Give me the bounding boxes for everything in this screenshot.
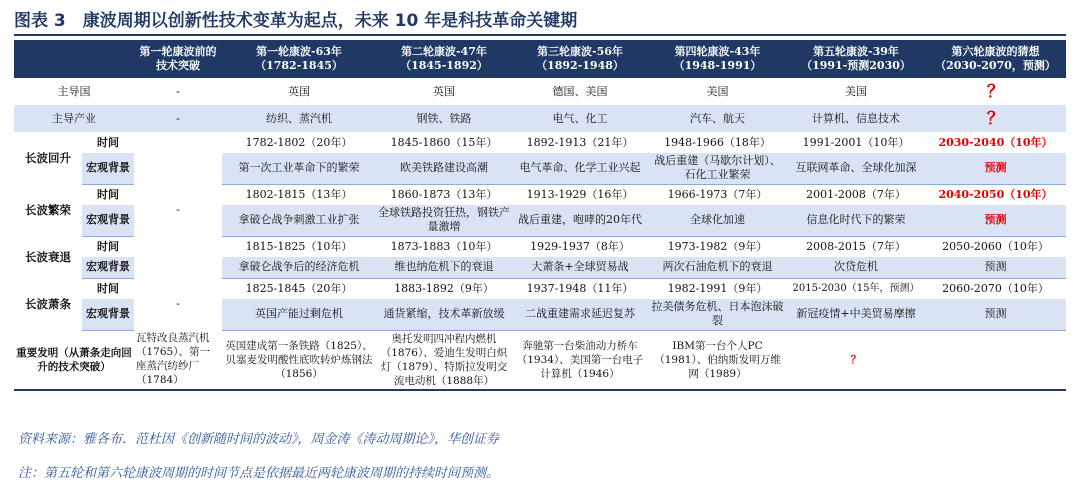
- cell: 1883-1892（9年）: [394, 281, 494, 295]
- cell: 德国、美国: [552, 84, 608, 98]
- kondratiev-table: [14, 40, 1066, 391]
- cell: 纺织、蒸汽机: [266, 111, 332, 125]
- cell: 汽车、航天: [690, 111, 745, 125]
- cell: 拿破仑战争刺激工业扩张: [222, 205, 376, 236]
- cell: 2001-2008（7年）: [806, 187, 906, 201]
- forecast-cell: 预测: [925, 153, 1066, 184]
- cell: [925, 330, 1066, 390]
- phase-label: 长波衰退: [25, 250, 71, 264]
- header-pre-wave: 第一轮康波前的技术突破: [134, 40, 222, 78]
- question-mark: ？: [787, 330, 925, 390]
- sub-label-macro: 宏观背景: [82, 153, 134, 184]
- cell: 战后重建（马歇尔计划）、石化工业繁荣: [648, 153, 787, 184]
- cell: [134, 236, 222, 278]
- row-phase-2-time: [14, 184, 1066, 205]
- cell: 信息化时代下的繁荣: [787, 205, 925, 236]
- figure-title: 图表 3 康波周期以创新性技术变革为起点，未来 10 年是科技革命关键期: [14, 8, 1066, 36]
- cell: 战后重建，咆哮的20年代: [512, 205, 648, 236]
- cell: 瓦特改良蒸汽机（1765）、第一座蒸汽纺纱厂（1784）: [134, 330, 222, 390]
- cell: 欧美铁路建设高潮: [376, 153, 512, 184]
- cell: [134, 132, 222, 184]
- cell: 2060-2070（10年）: [942, 281, 1049, 295]
- cell: 全球铁路投资狂热，钢铁产量激增: [376, 205, 512, 236]
- header-row: [14, 40, 1066, 78]
- cell: 电气、化工: [552, 111, 608, 125]
- sub-label-time: 时间: [97, 239, 119, 253]
- sub-label-time: 时间: [97, 135, 119, 149]
- label-dominant-industry: 主导产业: [52, 111, 96, 125]
- phase-label: 长波回升: [25, 151, 71, 165]
- cell: 预测: [925, 299, 1066, 330]
- cell: 1966-1973（7年）: [667, 187, 768, 201]
- cell: 两次石油危机下的衰退: [648, 257, 787, 278]
- cell: 美国: [845, 84, 867, 98]
- cell: 英国建成第一条铁路（1825）、贝塞麦发明酸性底吹转炉炼钢法（1856）: [222, 330, 376, 390]
- forecast-cell: 2040-2050（10年）: [938, 187, 1053, 201]
- cell: -: [176, 297, 180, 310]
- footnote: 注：第五轮和第六轮康波周期的时间节点是依据最近两轮康波周期的持续时间预测。: [18, 466, 500, 481]
- cell: 1845-1860（15年）: [390, 135, 498, 149]
- forecast-cell: 2030-2040（10年）: [938, 135, 1053, 149]
- phase-label: 长波繁荣: [25, 203, 71, 217]
- source-note: 资料来源：雅各布．范杜因《创新随时间的波动》，周金涛《涛动周期论》，华创证券: [18, 432, 500, 447]
- cell: 1825-1845（20年）: [245, 281, 353, 295]
- phase-label: 长波萧条: [25, 297, 71, 311]
- label-dominant-country: 主导国: [57, 84, 91, 98]
- cell: 1929-1937（8年）: [530, 239, 630, 253]
- sub-label-macro: 宏观背景: [82, 299, 134, 330]
- cell: IBM第一台个人PC（1981）、伯纳斯发明万维网（1989）: [648, 330, 787, 390]
- cell: 1913-1929（16年）: [526, 187, 634, 201]
- cell: 1982-1991（9年）: [667, 281, 768, 295]
- cell: 第一次工业革命下的繁荣: [222, 153, 376, 184]
- row-dominant-country: [14, 78, 1066, 105]
- cell: 钢铁、铁路: [416, 111, 472, 125]
- header-wave-1: 第一轮康波-63年 （1782-1845）: [222, 40, 376, 78]
- cell: 英国产能过剩危机: [222, 299, 376, 330]
- cell: 美国: [706, 84, 729, 98]
- row-phase-4-time: [14, 278, 1066, 299]
- cell: -: [176, 203, 180, 216]
- cell: 1948-1966（18年）: [664, 135, 771, 149]
- cell: 次贷危机: [787, 257, 925, 278]
- cell: 电气革命、化学工业兴起: [512, 153, 648, 184]
- header-wave-2: 第二轮康波-47年 （1845-1892）: [376, 40, 512, 78]
- header-wave-5: 第五轮康波-39年 （1991-预测2030）: [787, 40, 925, 78]
- cell: 大萧条+全球贸易战: [512, 257, 648, 278]
- cell: 1815-1825（10年）: [245, 239, 353, 253]
- cell: 计算机、信息技术: [812, 111, 900, 125]
- cell: 拉美债务危机、日本泡沫破裂: [648, 299, 787, 330]
- header-wave-3: 第三轮康波-56年 （1892-1948）: [512, 40, 648, 78]
- question-mark: ？: [987, 81, 1004, 102]
- cell: 新冠疫情+中美贸易摩擦: [787, 299, 925, 330]
- row-phase-3-time: [14, 236, 1066, 257]
- forecast-cell: 预测: [925, 205, 1066, 236]
- cell: 英国: [433, 84, 455, 98]
- sub-label-macro: 宏观背景: [82, 257, 134, 278]
- cell: 互联网革命、全球化加深: [787, 153, 925, 184]
- cell: 2015-2030（15年，预测）: [792, 282, 920, 294]
- cell: 1937-1948（11年）: [526, 281, 634, 295]
- sub-label-time: 时间: [97, 281, 119, 295]
- cell: 奔驰第一台柴油动力桥车（1934）、美国第一台电子计算机（1946）: [512, 330, 648, 390]
- cell: 2050-2060（10年）: [942, 239, 1049, 253]
- cell: 全球化加速: [648, 205, 787, 236]
- cell: 1782-1802（20年）: [245, 135, 353, 149]
- row-inventions: [14, 330, 1066, 390]
- cell: 1860-1873（13年）: [390, 187, 498, 201]
- cell: 二战重建需求延迟复苏: [512, 299, 648, 330]
- question-mark: ？: [987, 108, 1004, 129]
- header-wave-4: 第四轮康波-43年 （1948-1991）: [648, 40, 787, 78]
- cell: 英国: [288, 84, 310, 98]
- cell: 奥托发明四冲程内燃机（1876）、爱迪生发明白炽灯（1879）、特斯拉发明交流电动机（1888年）: [376, 330, 512, 390]
- header-blank: [14, 40, 134, 78]
- cell: 拿破仑战争后的经济危机: [222, 257, 376, 278]
- cell: 1802-1815（13年）: [245, 187, 353, 201]
- cell: 预测: [925, 257, 1066, 278]
- cell: 1973-1982（9年）: [667, 239, 768, 253]
- cell: 2008-2015（7年）: [806, 239, 906, 253]
- row-dominant-industry: [14, 105, 1066, 132]
- cell: 通货紧缩，技术革新放缓: [376, 299, 512, 330]
- sub-label-macro: 宏观背景: [82, 205, 134, 236]
- label-inventions: 重要发明（从萧条走向回升的技术突破）: [14, 330, 134, 390]
- cell: -: [176, 111, 180, 125]
- cell: 1892-1913（21年）: [526, 135, 634, 149]
- row-phase-1-time: [14, 132, 1066, 153]
- cell: 1873-1883（10年）: [390, 239, 498, 253]
- cell: 维也纳危机下的衰退: [376, 257, 512, 278]
- sub-label-time: 时间: [97, 187, 119, 201]
- cell: 1991-2001（10年）: [802, 135, 910, 149]
- header-wave-6: 第六轮康波的猜想 （2030-2070，预测）: [925, 40, 1066, 78]
- cell: -: [176, 84, 180, 98]
